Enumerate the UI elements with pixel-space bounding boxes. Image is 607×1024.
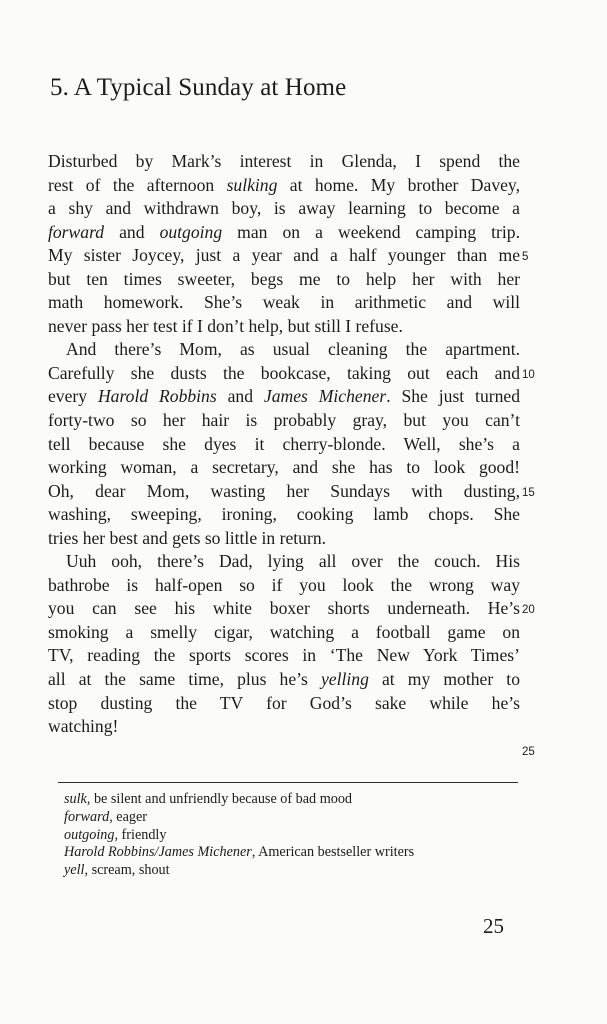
- text-segment: and: [216, 386, 264, 407]
- text-line: [48, 291, 520, 315]
- text-segment: My sister Joycey, just a year and a half younger than me: [48, 245, 520, 266]
- footnote: [64, 844, 414, 862]
- text-line: [48, 150, 520, 174]
- text-segment: TV, reading the sports scores in ‘The New York Times’: [48, 645, 520, 666]
- line-number: 15: [522, 486, 535, 499]
- footnote-term: Harold Robbins/James Michener: [64, 844, 252, 861]
- text-line: [48, 621, 520, 645]
- text-segment: forty-two so her hair is probably gray, but you can’t: [48, 410, 520, 431]
- text-line: [48, 456, 520, 480]
- footnote-divider: [58, 782, 518, 783]
- text-line: [48, 197, 520, 221]
- text-segment: Oh, dear Mom, wasting her Sundays with dusting,: [48, 480, 520, 501]
- text-segment: all at the same time, plus he’s: [48, 669, 321, 690]
- footnotes: [64, 791, 414, 880]
- text-segment: at home. My brother Davey,: [277, 174, 520, 195]
- footnote-term: forward: [64, 808, 110, 825]
- glossed-word: yelling: [320, 669, 369, 690]
- footnote: [64, 862, 414, 880]
- text-segment: man on a weekend camping trip.: [222, 221, 520, 242]
- text-segment: tries her best and gets so little in return.: [48, 527, 327, 548]
- text-segment: Carefully she dusts the bookcase, taking out each and: [48, 362, 520, 383]
- footnote-definition: , scream, shout: [84, 862, 170, 879]
- glossed-word: outgoing: [159, 221, 223, 242]
- glossed-word: James Michener: [263, 386, 387, 407]
- footnote: [64, 827, 414, 845]
- text-line: [48, 597, 520, 621]
- footnote-term: yell: [64, 862, 85, 879]
- text-line: [48, 315, 520, 339]
- text-segment: and: [104, 221, 160, 242]
- footnote: [64, 809, 414, 827]
- text-segment: watching!: [48, 716, 119, 737]
- text-line: [48, 668, 520, 692]
- footnote-definition: , eager: [109, 808, 148, 825]
- text-segment: tell because she dyes it cherry-blonde. Well, she’s a: [48, 433, 520, 454]
- text-line: [48, 385, 520, 409]
- line-number: 5: [522, 251, 529, 264]
- line-number: 10: [522, 368, 535, 381]
- text-line: [48, 221, 520, 245]
- text-line: [48, 692, 520, 716]
- text-segment: working woman, a secretary, and she has to look good!: [48, 457, 520, 478]
- glossed-word: Harold Robbins: [97, 386, 217, 407]
- footnote-definition: , American bestseller writers: [251, 844, 415, 861]
- text-line: [48, 715, 520, 739]
- text-segment: smoking a smelly cigar, watching a football game on: [48, 621, 520, 642]
- text-segment: . She just turned: [386, 386, 520, 407]
- text-line: [48, 503, 520, 527]
- footnote-definition: , friendly: [114, 826, 167, 843]
- footnote-term: outgoing: [64, 826, 115, 843]
- text-line: [48, 550, 520, 574]
- text-line: [48, 527, 520, 551]
- footnote: [64, 791, 414, 809]
- chapter-title: 5. A Typical Sunday at Home: [50, 74, 347, 101]
- text-segment: every: [48, 386, 98, 407]
- text-line: [48, 174, 520, 198]
- text-segment: rest of the afternoon: [48, 174, 227, 195]
- page-number: 25: [483, 914, 504, 938]
- text-segment: but ten times sweeter, begs me to help her with her: [48, 268, 520, 289]
- text-segment: stop dusting the TV for God’s sake while he’s: [48, 692, 520, 713]
- text-segment: math homework. She’s weak in arithmetic and will: [48, 292, 520, 313]
- text-segment: And there’s Mom, as usual cleaning the apartment.: [66, 339, 520, 360]
- text-line: [48, 409, 520, 433]
- text-line: [48, 362, 520, 386]
- text-segment: at my mother to: [368, 669, 520, 690]
- text-segment: bathrobe is half-open so if you look the wrong way: [48, 574, 520, 595]
- text-segment: Uuh ooh, there’s Dad, lying all over the couch. His: [66, 551, 520, 572]
- text-segment: Disturbed by Mark’s interest in Glenda, I spend the: [48, 151, 520, 171]
- text-line: [48, 433, 520, 457]
- text-line: [48, 244, 520, 268]
- text-line: [48, 268, 520, 292]
- text-segment: you can see his white boxer shorts underneath. He’s: [48, 598, 520, 619]
- text-line: [48, 480, 520, 504]
- footnote-term: sulk: [64, 791, 87, 807]
- text-line: [48, 338, 520, 362]
- text-segment: a shy and withdrawn boy, is away learning to become a: [48, 198, 520, 219]
- line-number: 20: [522, 604, 535, 617]
- glossed-word: forward: [48, 221, 105, 242]
- body-text: [48, 150, 520, 739]
- text-segment: washing, sweeping, ironing, cooking lamb chops. She: [48, 504, 520, 525]
- text-line: [48, 574, 520, 598]
- line-number: 25: [522, 745, 535, 758]
- glossed-word: sulking: [226, 174, 278, 195]
- footnote-definition: , be silent and unfriendly because of bad mood: [86, 791, 353, 807]
- text-segment: never pass her test if I don’t help, but still I refuse.: [48, 315, 403, 336]
- text-line: [48, 644, 520, 668]
